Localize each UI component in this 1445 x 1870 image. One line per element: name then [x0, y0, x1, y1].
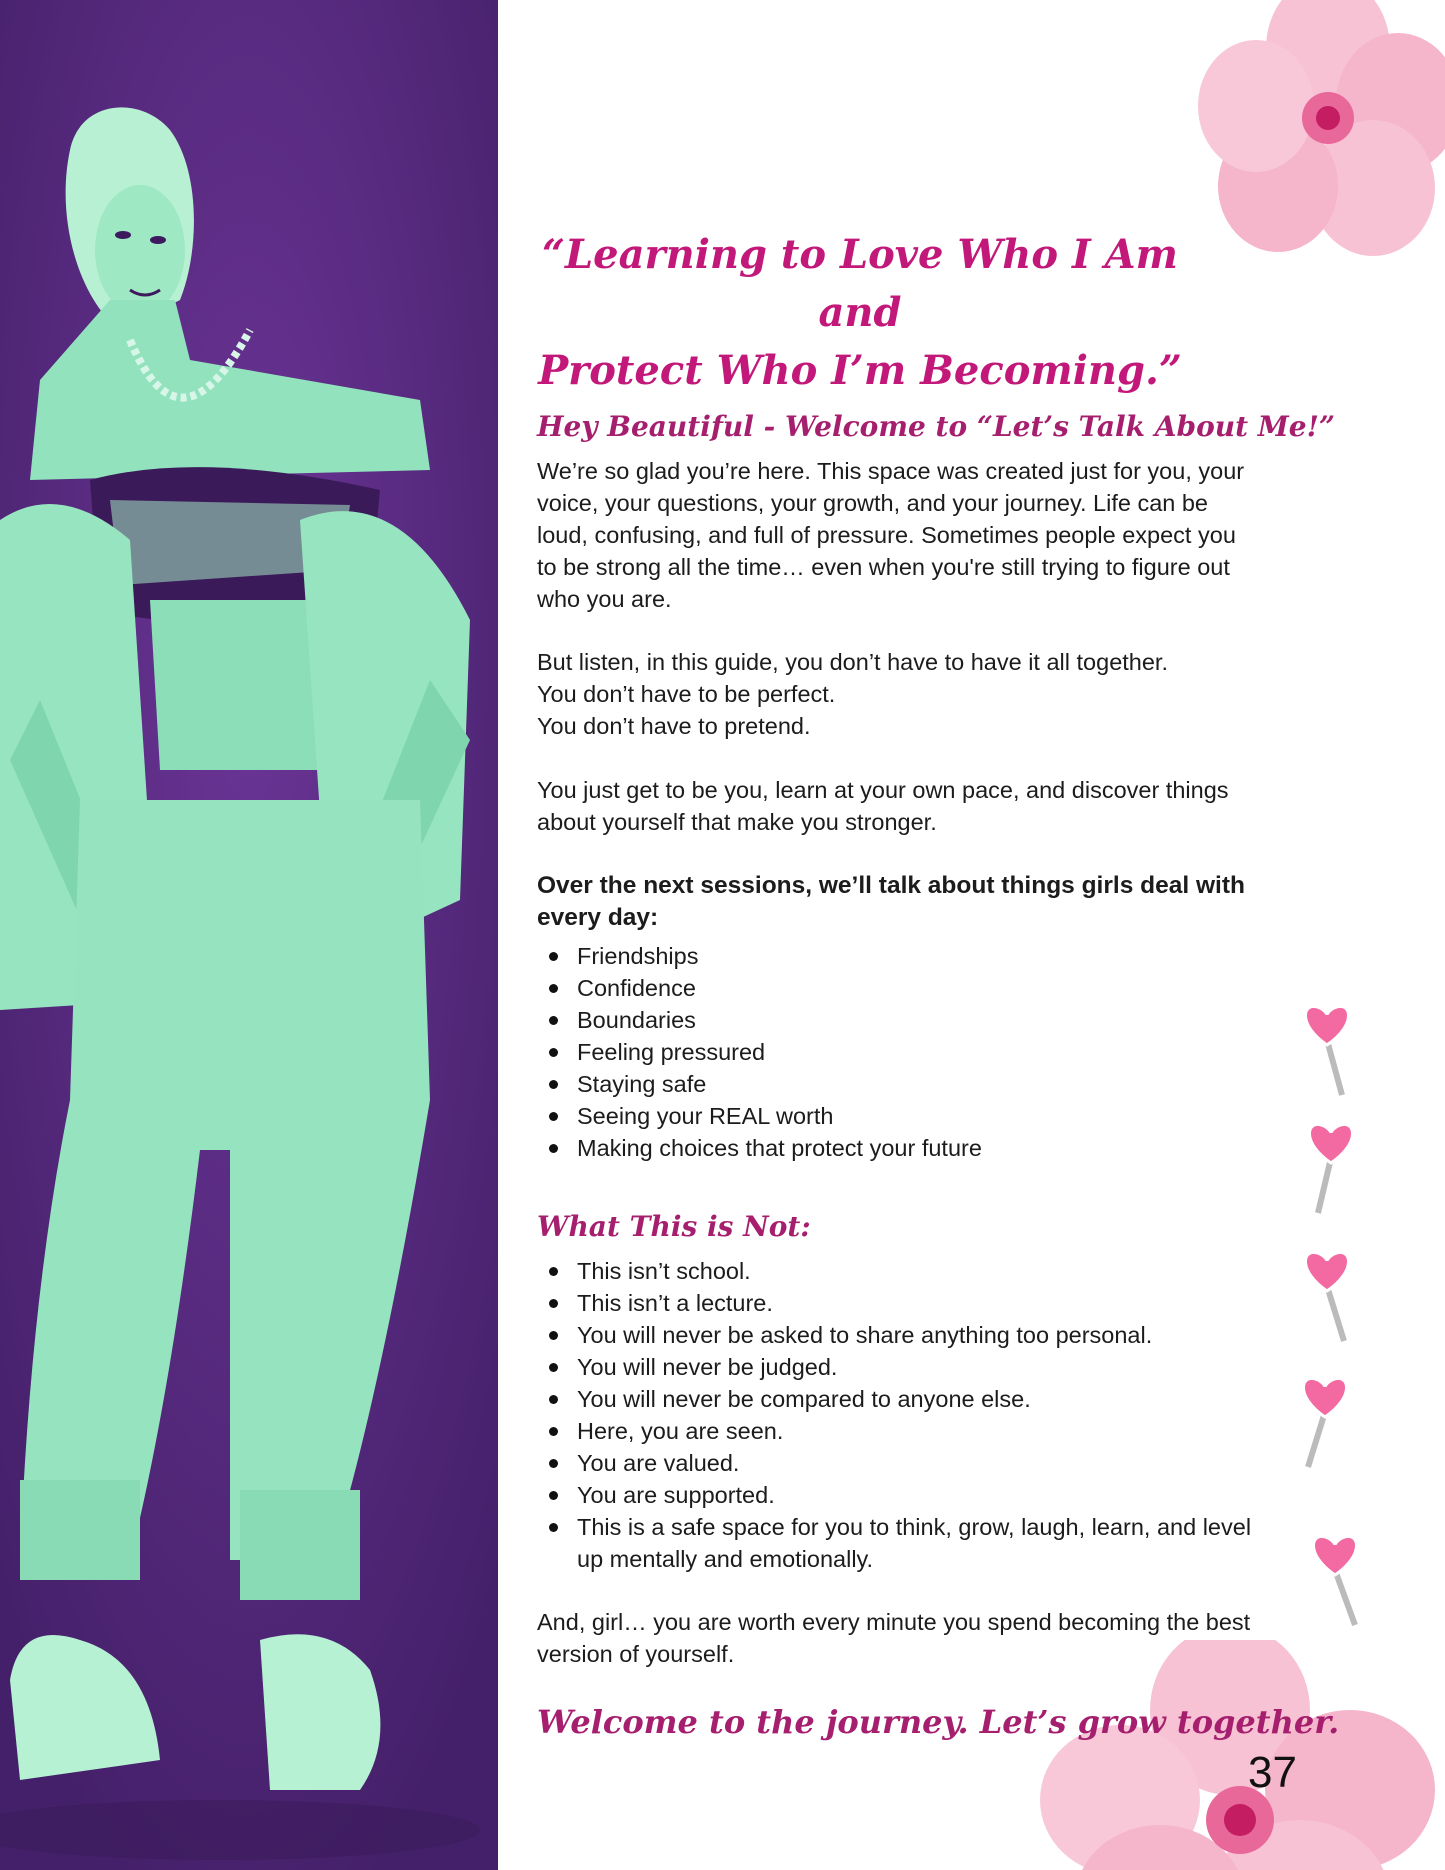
flower-decoration-top [1180, 0, 1445, 270]
ending-line: And, girl… you are worth every minute you spend becoming the best [537, 1609, 1251, 1635]
intro-line: voice, your questions, your growth, and your journey. Life can be [537, 490, 1209, 516]
list-item: Here, you are seen. [537, 1415, 1317, 1447]
topics-list [537, 940, 1317, 1164]
cover-photo [0, 0, 498, 1870]
intro-line: who you are. [537, 586, 672, 612]
listen-line: You don’t have to be perfect. [537, 681, 836, 707]
list-item: Confidence [537, 972, 1317, 1004]
page-number: 37 [1248, 1748, 1297, 1797]
list-item: You will never be compared to anyone else. [537, 1383, 1317, 1415]
discover-paragraph [537, 774, 1317, 838]
ending-paragraph [537, 1606, 1317, 1670]
topics-intro [537, 870, 1317, 934]
listen-line: You don’t have to pretend. [537, 713, 811, 739]
duotone-figure-illustration [0, 0, 498, 1870]
list-item: This isn’t a lecture. [537, 1287, 1317, 1319]
list-item-line: This is a safe space for you to think, grow, laugh, learn, and level [577, 1514, 1252, 1540]
list-item: This isn’t school. [537, 1255, 1317, 1287]
intro-line: We’re so glad you’re here. This space was created just for you, your [537, 458, 1245, 484]
intro-paragraph [537, 455, 1317, 615]
listen-paragraph [537, 646, 1317, 742]
list-item: Friendships [537, 940, 1317, 972]
quote-line-2: Protect Who I’m Becoming.” [538, 347, 1182, 394]
flower-decoration-bottom [1040, 1640, 1445, 1870]
quote-line-1: “Learning to Love Who I Am and [542, 231, 1178, 336]
list-item: Seeing your REAL worth [537, 1100, 1317, 1132]
list-item: You are supported. [537, 1479, 1317, 1511]
topics-intro-line: Over the next sessions, we’ll talk about things girls deal with [537, 872, 1245, 899]
not-list [537, 1255, 1317, 1575]
discover-line: You just get to be you, learn at your own pace, and discover things [537, 777, 1229, 803]
closing-line: Welcome to the journey. Let’s grow together. [537, 1703, 1340, 1741]
intro-line: to be strong all the time… even when you're still trying to figure out [537, 554, 1230, 580]
list-item: You will never be asked to share anything too personal. [537, 1319, 1317, 1351]
list-item: Making choices that protect your future [537, 1132, 1317, 1164]
intro-line: loud, confusing, and full of pressure. Sometimes people expect you [537, 522, 1236, 548]
topics-intro-line: every day: [537, 904, 659, 931]
page-title-quote [520, 226, 1200, 400]
list-item: Staying safe [537, 1068, 1317, 1100]
list-item: Feeling pressured [537, 1036, 1317, 1068]
welcome-heading: Hey Beautiful - Welcome to “Let’s Talk About Me!” [537, 410, 1335, 443]
ending-line: version of yourself. [537, 1641, 735, 1667]
list-item-line: up mentally and emotionally. [577, 1546, 874, 1572]
what-this-is-not-heading: What This is Not: [537, 1210, 811, 1243]
listen-line: But listen, in this guide, you don’t have to have it all together. [537, 649, 1168, 675]
list-item: You will never be judged. [537, 1351, 1317, 1383]
list-item: You are valued. [537, 1447, 1317, 1479]
discover-line: about yourself that make you stronger. [537, 809, 937, 835]
list-item [537, 1511, 1317, 1575]
list-item: Boundaries [537, 1004, 1317, 1036]
